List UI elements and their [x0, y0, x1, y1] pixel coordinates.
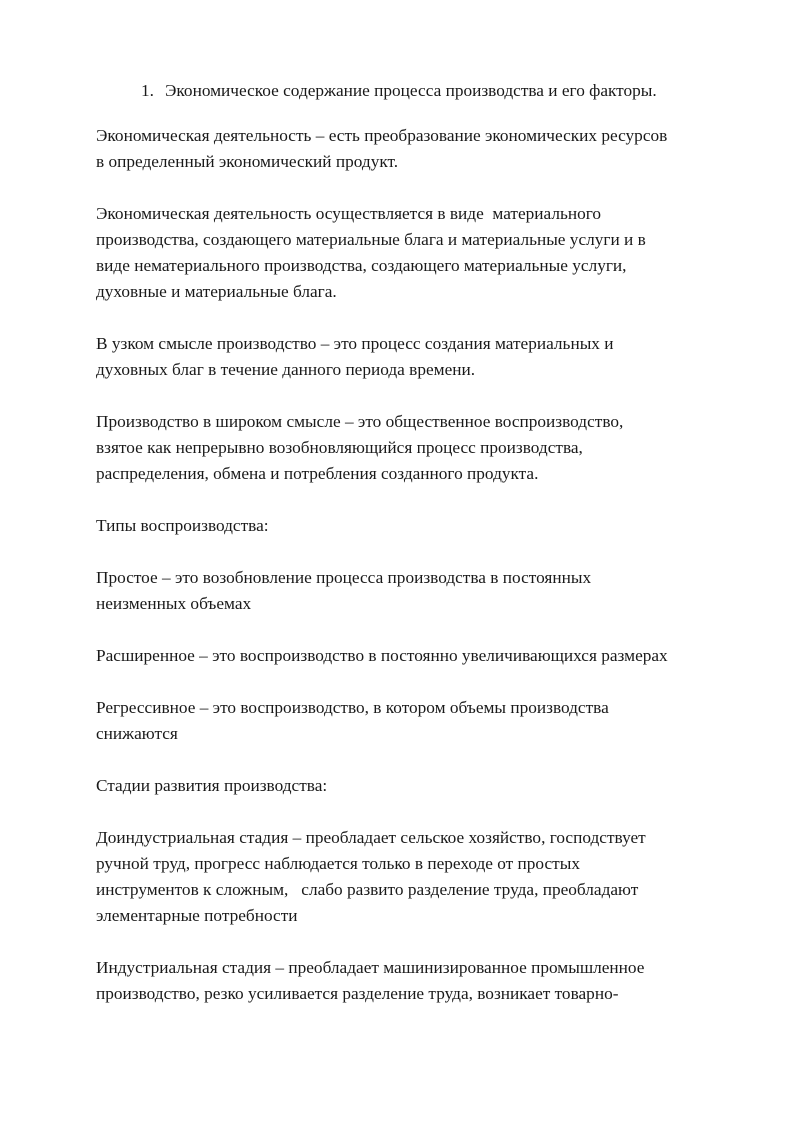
paragraph-economic-activity-forms: Экономическая деятельность осуществляется в виде материального производства, создающего материальные блага и материальные услуги и в виде нематериального производства, создающего материальные услуги, духовные и материальные блага.: [96, 204, 646, 301]
paragraph-reproduction-types-title: Типы воспроизводства:: [96, 516, 269, 535]
heading-number: 1.: [141, 81, 154, 100]
paragraph-production-narrow-sense: В узком смысле производство – это процесс создания материальных и духовных благ в течение данного периода времени.: [96, 334, 614, 379]
paragraph-production-stages-title: Стадии развития производства:: [96, 776, 328, 795]
paragraph-regressive-reproduction: Регрессивное – это воспроизводство, в котором объемы производства снижаются: [96, 698, 609, 743]
paragraph-extended-reproduction: Расширенное – это воспроизводство в постоянно увеличивающихся размерах: [96, 646, 668, 665]
paragraph-simple-reproduction: Простое – это возобновление процесса производства в постоянных неизменных объемах: [96, 568, 592, 613]
document-page: [96, 78, 736, 1033]
paragraph-preindustrial-stage: Доиндустриальная стадия – преобладает сельское хозяйство, господствует ручной труд, прогресс наблюдается только в переходе от простых инструментов к сложным, слабо развито разделение труда, преобладают элементарные потребности: [96, 828, 646, 925]
paragraph-industrial-stage: Индустриальная стадия – преобладает машинизированное промышленное производство, резко усиливается разделение труда, возникает товарно-: [96, 958, 645, 1003]
section-heading: [96, 78, 736, 104]
paragraph-production-broad-sense: Производство в широком смысле – это общественное воспроизводство, взятое как непрерывно возобновляющийся процесс производства, распределения, обмена и потребления созданного продукта.: [96, 412, 624, 483]
heading-text: Экономическое содержание процесса производства и его факторы.: [165, 81, 657, 100]
paragraph-economic-activity-definition: Экономическая деятельность – есть преобразование экономических ресурсов в определенный экономический продукт.: [96, 126, 668, 171]
